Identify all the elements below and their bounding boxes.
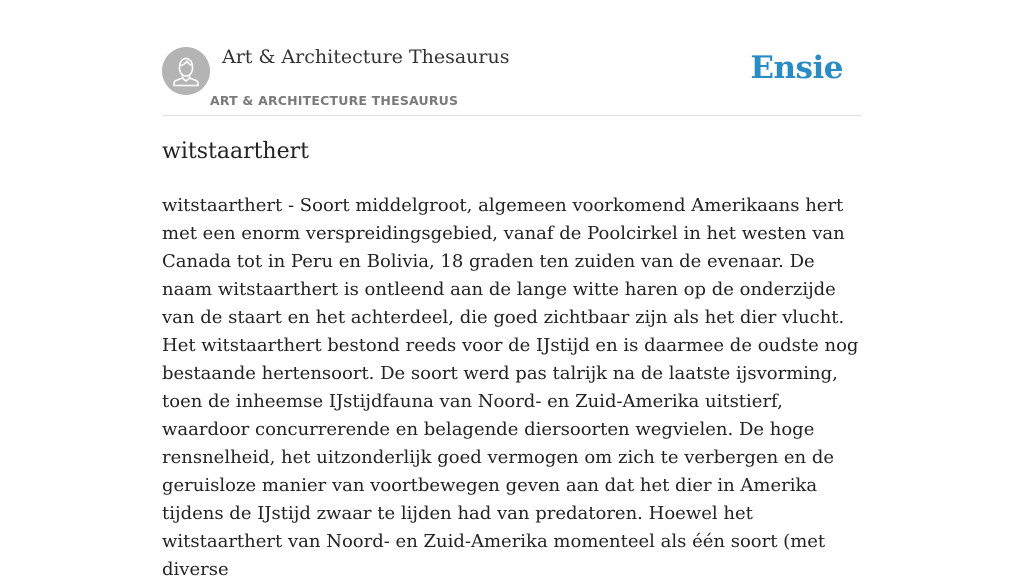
avatar[interactable] [162,47,210,95]
source-subtitle: ART & ARCHITECTURE THESAURUS [210,93,459,108]
user-icon [162,47,210,95]
article-title: witstaarthert [162,139,309,164]
ensie-logo[interactable]: Ensie [750,50,843,86]
article-body: witstaarthert - Soort middelgroot, algemeen voorkomend Amerikaans hert met een enorm verspreidingsgebied, vanaf de Poolcirkel in het westen van Canada tot in Peru en Bolivia, 18 graden ten zuiden van de evenaar. De naam witstaarthert is ontleend aan de lange witte haren op de onderzijde van de staart en het achterdeel, die goed zichtbaar zijn als het dier vlucht. Het witstaarthert bestond reeds voor de IJstijd en is daarmee de oudste nog bestaande hertensoort. De soort werd pas talrijk na de laatste ijsvorming, toen de inheemse IJstijdfauna van Noord- en Zuid-Amerika uitstierf, waardoor concurrerende en belagende diersoorten wegvielen. De hoge rensnelheid, het uitzonderlijk goed vermogen om zich te verbergen en de geruisloze manier van voortbewegen geven aan dat het dier in Amerika tijdens de IJstijd zwaar te lijden had van predatoren. Hoewel het witstaarthert van Noord- en Zuid-Amerika momenteel als één soort (met diverse [162,195,859,580]
source-link[interactable]: Art & Architecture Thesaurus [222,46,510,68]
header [162,0,862,116]
content-container [162,0,862,580]
